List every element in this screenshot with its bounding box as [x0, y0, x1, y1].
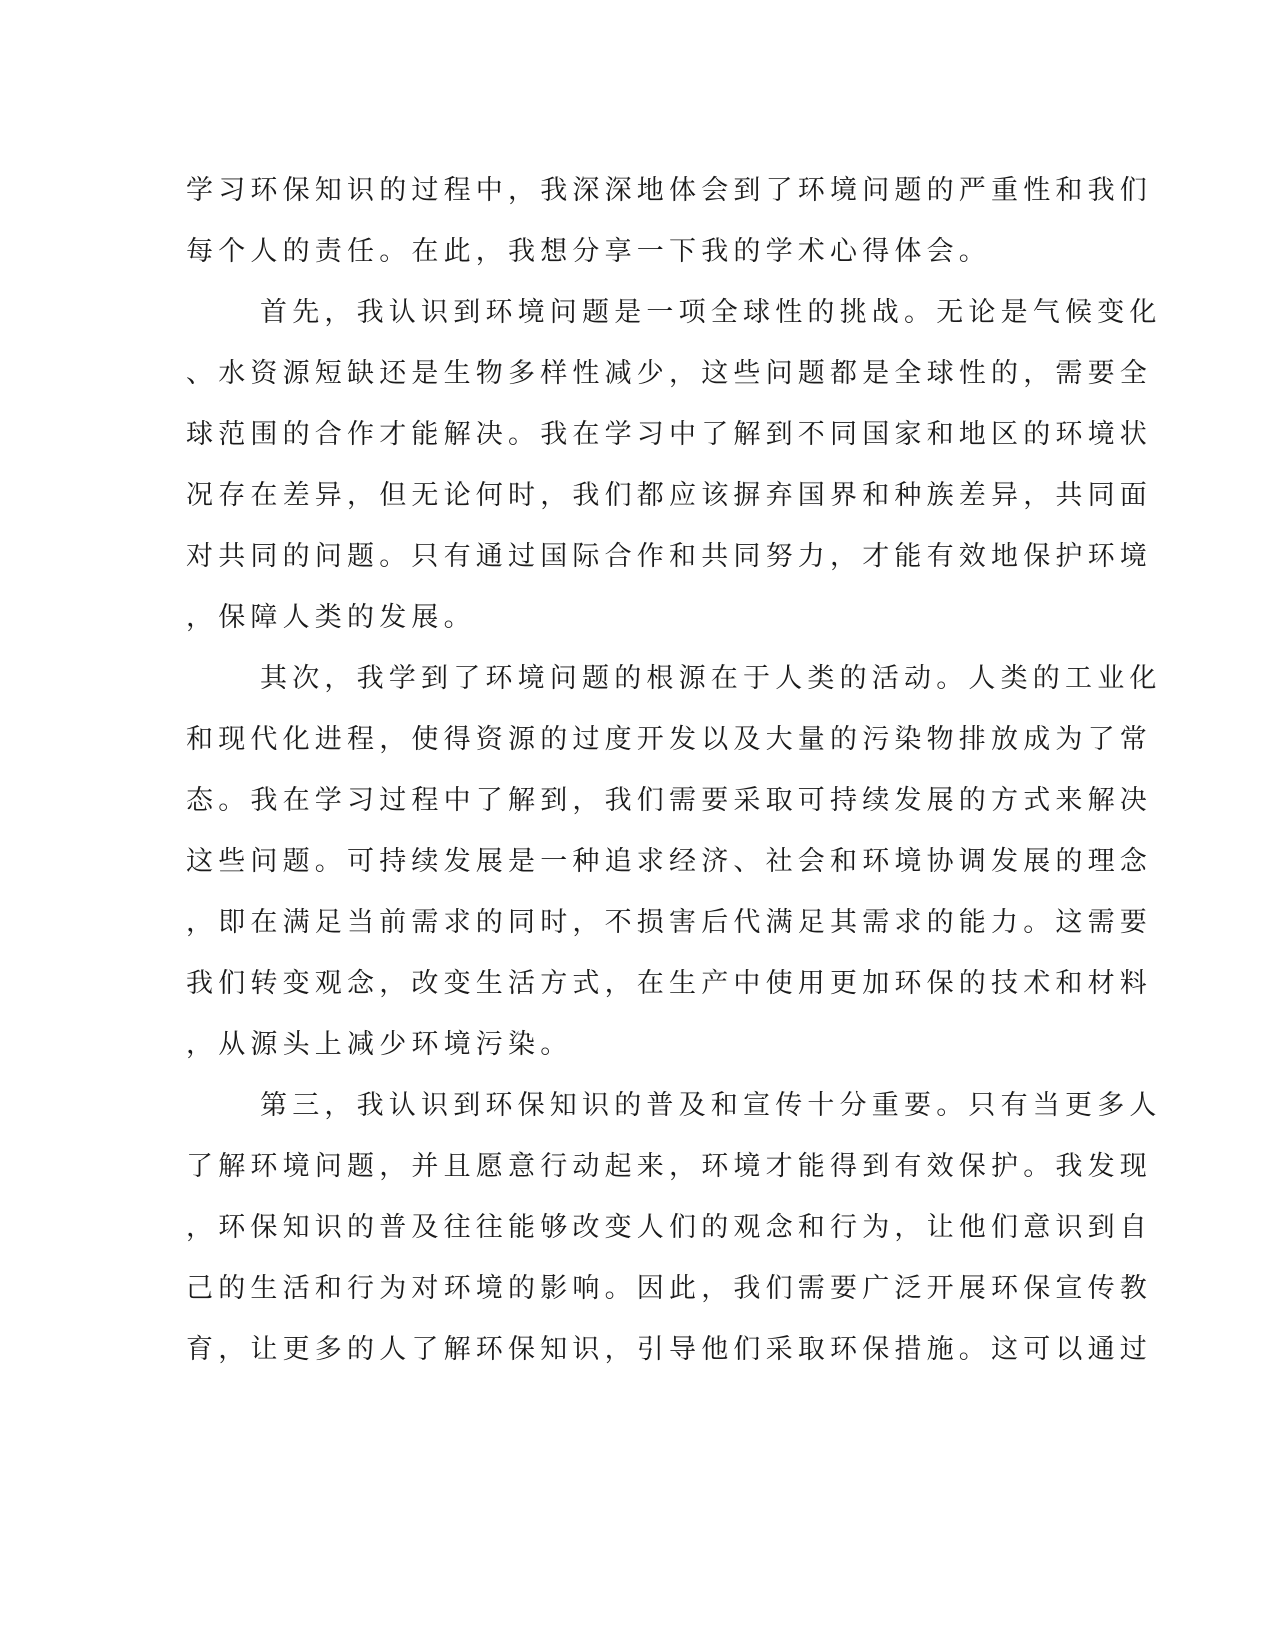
- text-line: 我们转变观念，改变生活方式，在生产中使用更加环保的技术和材料: [186, 968, 1152, 999]
- text-line: 态。我在学习过程中了解到，我们需要采取可持续发展的方式来解决: [186, 785, 1152, 816]
- text-line: 况存在差异，但无论何时，我们都应该摒弃国界和种族差异，共同面: [186, 480, 1152, 511]
- text-line: 这些问题。可持续发展是一种追求经济、社会和环境协调发展的理念: [186, 846, 1152, 877]
- document-body: [186, 160, 1162, 1380]
- text-line: 、水资源短缺还是生物多样性减少，这些问题都是全球性的，需要全: [186, 358, 1152, 389]
- text-line: 球范围的合作才能解决。我在学习中了解到不同国家和地区的环境状: [186, 419, 1152, 450]
- text-line: 了解环境问题，并且愿意行动起来，环境才能得到有效保护。我发现: [186, 1151, 1152, 1182]
- paragraph-first-line: 首先，我认识到环境问题是一项全球性的挑战。无论是气候变化: [260, 297, 1162, 328]
- text-line: 对共同的问题。只有通过国际合作和共同努力，才能有效地保护环境: [186, 541, 1152, 572]
- text-line: ，环保知识的普及往往能够改变人们的观念和行为，让他们意识到自: [186, 1212, 1152, 1243]
- text-line: 己的生活和行为对环境的影响。因此，我们需要广泛开展环保宣传教: [186, 1273, 1152, 1304]
- text-line: ，即在满足当前需求的同时，不损害后代满足其需求的能力。这需要: [186, 907, 1152, 938]
- paragraph-first-line: 其次，我学到了环境问题的根源在于人类的活动。人类的工业化: [260, 663, 1162, 694]
- text-line: 每个人的责任。在此，我想分享一下我的学术心得体会。: [186, 236, 991, 267]
- text-line: 学习环保知识的过程中，我深深地体会到了环境问题的严重性和我们: [186, 175, 1152, 206]
- text-line: ，保障人类的发展。: [186, 602, 476, 633]
- paragraph-first-line: 第三，我认识到环保知识的普及和宣传十分重要。只有当更多人: [260, 1090, 1162, 1121]
- text-line: 和现代化进程，使得资源的过度开发以及大量的污染物排放成为了常: [186, 724, 1152, 755]
- text-line: ，从源头上减少环境污染。: [186, 1029, 573, 1060]
- text-line: 育，让更多的人了解环保知识，引导他们采取环保措施。这可以通过: [186, 1334, 1152, 1365]
